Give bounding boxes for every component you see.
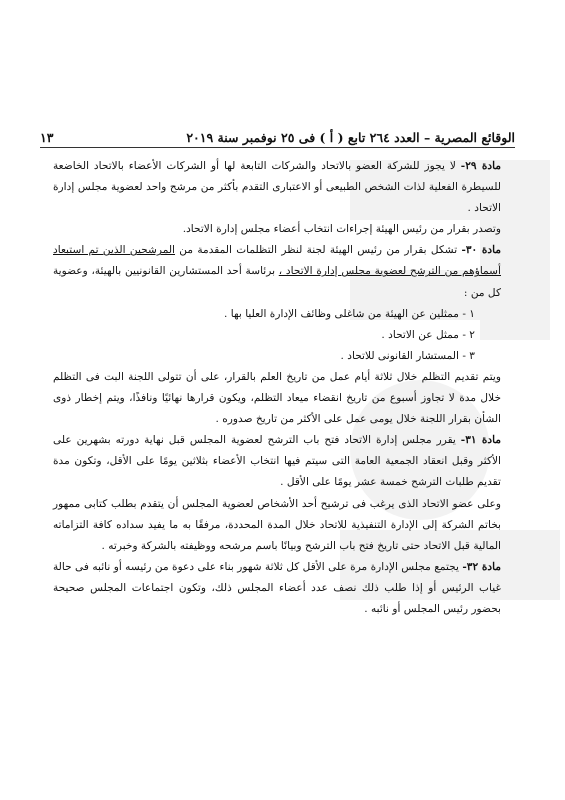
publication-title: الوقائع المصرية – العدد ٢٦٤ تابع ( أ ) فى ٢٥ نوفمبر سنة ٢٠١٩ (186, 130, 515, 145)
page-number: ١٣ (40, 130, 54, 145)
article-29 (53, 156, 513, 219)
list-item: ٣ - المستشار القانونى للاتحاد . (340, 349, 475, 362)
article-31 (53, 430, 513, 493)
article-text-tail: برئاسة أحد المستشارين القانونيين بالهيئة، وعضوية كل من : (53, 265, 501, 299)
article-text: يقرر مجلس إدارة الاتحاد فتح باب الترشح لعضوية المجلس قبل نهاية دورته بشهرين على الأكثر وقبل انعقاد الجمعية العامة التى سيتم فيها انتخاب الأعضاء بثلاثين يومًا على الأقل، وتكون مدة تقديم طلبات الترشح خمسة عشر يومًا على الأقل . (53, 434, 501, 489)
document-body (53, 156, 513, 620)
header-divider (40, 147, 515, 148)
article-text: يجتمع مجلس الإدارة مرة على الأقل كل ثلاثة شهور بناء على دعوة من رئيسه أو نائبه فى حالة غياب الرئيس أو إذا طلب ذلك نصف عدد أعضاء المجلس ذلك، وتكون اجتماعات المجلس صحيحة بحضور رئيس المجلس أو نائبه . (53, 560, 501, 615)
paragraph: وتصدر بقرار من رئيس الهيئة إجراءات انتخاب أعضاء مجلس إدارة الاتحاد. (182, 223, 501, 236)
article-32 (53, 557, 513, 620)
list-item: ٢ - ممثل عن الاتحاد . (381, 328, 475, 341)
list-item: ١ - ممثلين عن الهيئة من شاغلى وظائف الإدارة العليا بها . (224, 307, 475, 320)
article-label: مادة ٢٩- (460, 160, 501, 172)
page-header (40, 125, 515, 145)
article-label: مادة ٣٢- (462, 560, 502, 573)
paragraph: وعلى عضو الاتحاد الذى يرغب فى ترشيح أحد الأشخاص لعضوية المجلس أن يتقدم بطلب كتابى ممهور بخاتم الشركة إلى الإدارة التنفيذية للاتحاد خلال المدة المحددة، مرفقًا به ما يفيد سداده كافة التزاماته المالية قبل الاتحاد حتى تاريخ فتح باب الترشح وبيانًا باسم مرشحه ووظيفته بالشركة وخبرته . (53, 497, 501, 552)
article-label: مادة ٣٠- (461, 244, 502, 257)
article-text: تشكل بقرار من رئيس الهيئة لجنة لنظر التظلمات المقدمة من (175, 244, 462, 257)
paragraph: ويتم تقديم التظلم خلال ثلاثة أيام عمل من تاريخ العلم بالقرار، على أن تتولى اللجنة البت فى التظلم خلال مدة لا تجاوز أسبوع من تاريخ انقضاء ميعاد التظلم، ويكون قرارها نهائيًا ونافذًا، ويتم إخطار ذوى الشأن بقرار اللجنة خلال يومى عمل على الأكثر من تاريخ صدوره . (53, 370, 501, 426)
article-label: مادة ٣١- (460, 434, 501, 447)
article-text: لا يجوز للشركة العضو بالاتحاد والشركات التابعة لها أو الشركات الأعضاء بالاتحاد الخاضعة للسيطرة الفعلية لذات الشخص الطبيعى أو الاعتبارى التقدم بأكثر من مرشح واحد لعضوية مجلس إدارة الاتحاد . (53, 160, 501, 215)
article-30 (53, 240, 513, 303)
underlined-text: المرشحين الذين تم استبعاد أسماؤهم من الترشح لعضوية مجلس إدارة الاتحاد ، (53, 244, 501, 278)
